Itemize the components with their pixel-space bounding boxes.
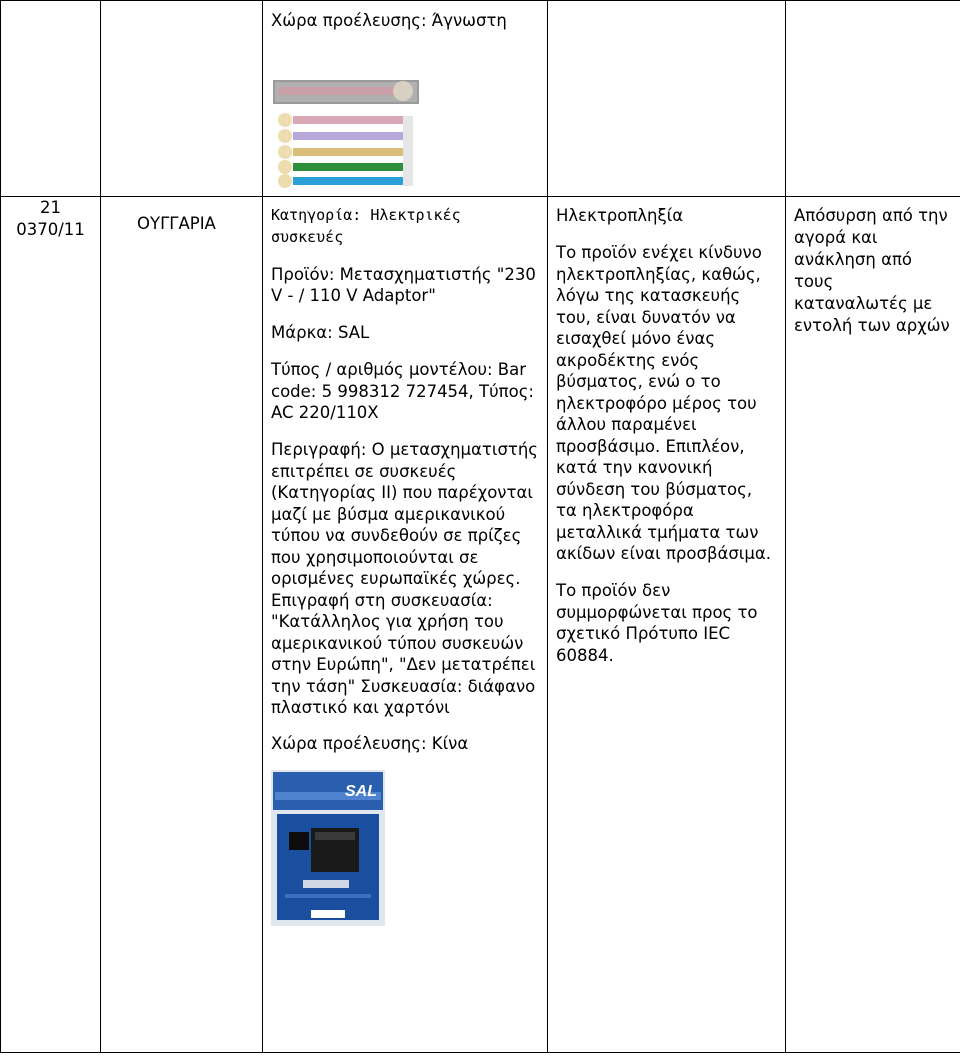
country-cell bbox=[101, 197, 263, 1053]
origin-unknown-text: Χώρα προέλευσης: Άγνωστη bbox=[271, 11, 507, 30]
empty-cell bbox=[1, 1, 101, 197]
measures-cell bbox=[786, 197, 960, 1053]
pacifier-clips-image bbox=[271, 78, 421, 188]
compliance-note: Το προϊόν δεν συμμορφώνεται προς το σχετικό Πρότυπο IEC 60884. bbox=[556, 581, 758, 665]
adapter-package-photo bbox=[263, 770, 547, 930]
adapter-package-image bbox=[271, 770, 385, 926]
measures-text: Απόσυρση από την αγορά και ανάκληση από τους καταναλωτές με εντολή των αρχών bbox=[794, 206, 950, 335]
empty-cell bbox=[548, 1, 786, 197]
table-row bbox=[1, 197, 960, 1053]
risk-description: Το προϊόν ενέχει κίνδυνο ηλεκτροπληξίας, καθώς, λόγω της κατασκευής του, είναι δυνατόν να εισαχθεί μόνο ένας ακροδέκτης ενός βύσματος, ενώ ο το ηλεκτροφόρο μέρος του άλλου παραμένει προσβάσιμο. Επιπλέον, κατά την κανονική σύνδεση του βύσματος, τα ηλεκτροφόρα μεταλλικά τμήματα των ακίδων είναι προσβάσιμα. bbox=[556, 243, 772, 563]
number-cell bbox=[1, 197, 101, 1053]
reference-number: 0370/11 bbox=[16, 220, 85, 239]
notifying-country: ΟΥΓΓΑΡΙΑ bbox=[137, 214, 216, 233]
risk-cell bbox=[548, 197, 786, 1053]
product-category: Κατηγορία: Ηλεκτρικές συσκευές bbox=[271, 206, 461, 246]
product-name: Προϊόν: Μετασχηματιστής "230 V - / 110 V Adaptor" bbox=[271, 264, 536, 305]
previous-product-cell bbox=[263, 1, 548, 197]
pacifier-clips-photo bbox=[263, 78, 547, 192]
package-logo: SAL bbox=[345, 782, 377, 800]
empty-cell bbox=[786, 1, 960, 197]
product-model: Τύπος / αριθμός μοντέλου: Bar code: 5 998312 727454, Τύπος: AC 220/110X bbox=[271, 360, 534, 422]
product-brand: Μάρκα: SAL bbox=[271, 323, 370, 342]
table-row bbox=[1, 1, 960, 197]
risk-type: Ηλεκτροπληξία bbox=[556, 206, 684, 225]
product-description: Περιγραφή: Ο μετασχηματιστής επιτρέπει σε συσκευές (Κατηγορίας II) που παρέχονται μαζί με βύσμα αμερικανικού τύπου να συνδεθούν σε πρίζες που χρησιμοποιούνται σε ορισμένες ευρωπαϊκές χώρες. Επιγραφή στη συσκευασία: "Κατάλληλος για χρήση του αμερικανικού τύπου συσκευών στην Ευρώπη", "Δεν μετατρέπει την τάση" Συσκευασία: διάφανο πλαστικό και χαρτόνι bbox=[271, 440, 538, 717]
product-origin: Χώρα προέλευσης: Κίνα bbox=[271, 733, 469, 753]
row-number: 21 bbox=[40, 198, 61, 217]
empty-cell bbox=[101, 1, 263, 197]
product-cell bbox=[263, 197, 548, 1053]
